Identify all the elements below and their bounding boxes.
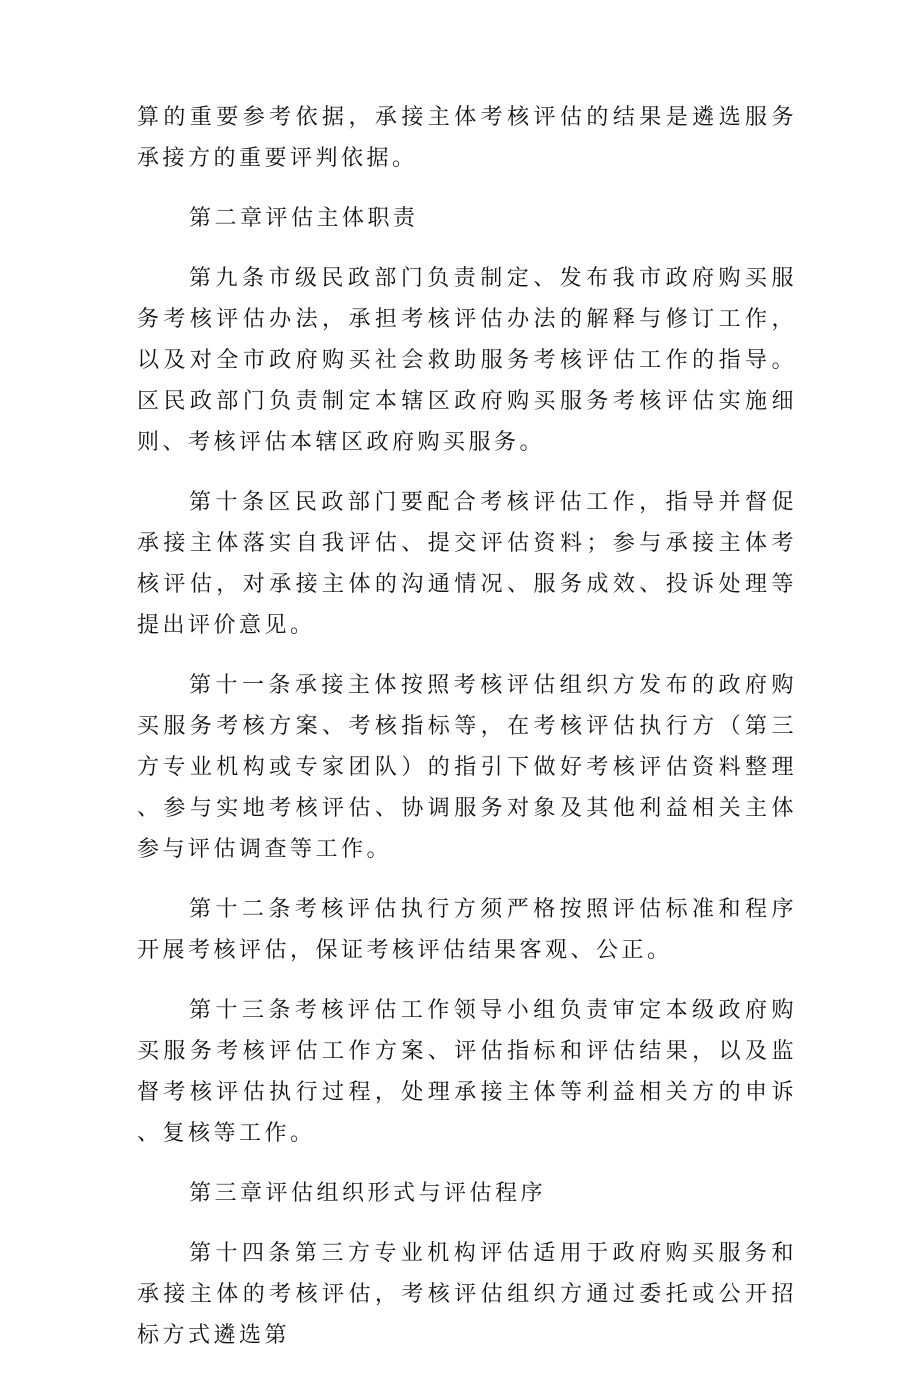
article-12: 第十二条考核评估执行方须严格按照评估标准和程序开展考核评估，保证考核评估结果客观、公正。 <box>137 897 797 963</box>
article-13: 第十三条考核评估工作领导小组负责审定本级政府购买服务考核评估工作方案、评估指标和评估结果，以及监督考核评估执行过程，处理承接主体等利益相关方的申诉、复核等工作。 <box>137 998 797 1146</box>
article-11: 第十一条承接主体按照考核评估组织方发布的政府购买服务考核方案、考核指标等，在考核评估执行方（第三方专业机构或专家团队）的指引下做好考核评估资料整理、参与实地考核评估、协调服务对象及其他利益相关主体参与评估调查等工作。 <box>137 673 797 862</box>
chapter-heading-2: 第二章评估主体职责 <box>189 206 419 231</box>
paragraph-continuation: 算的重要参考依据，承接主体考核评估的结果是遴选服务承接方的重要评判依据。 <box>137 105 797 171</box>
chapter-heading-3: 第三章评估组织形式与评估程序 <box>189 1181 547 1206</box>
article-14: 第十四条第三方专业机构评估适用于政府购买服务和承接主体的考核评估，考核评估组织方通过委托或公开招标方式遴选第 <box>137 1241 797 1348</box>
article-10: 第十条区民政部门要配合考核评估工作，指导并督促承接主体落实自我评估、提交评估资料；参与承接主体考核评估，对承接主体的沟通情况、服务成效、投诉处理等提出评价意见。 <box>137 490 797 638</box>
document-body <box>137 97 797 1375</box>
article-9: 第九条市级民政部门负责制定、发布我市政府购买服务考核评估办法，承担考核评估办法的解释与修订工作，以及对全市政府购买社会救助服务考核评估工作的指导。区民政部门负责制定本辖区政府购买服务考核评估实施细则、考核评估本辖区政府购买服务。 <box>137 266 797 455</box>
